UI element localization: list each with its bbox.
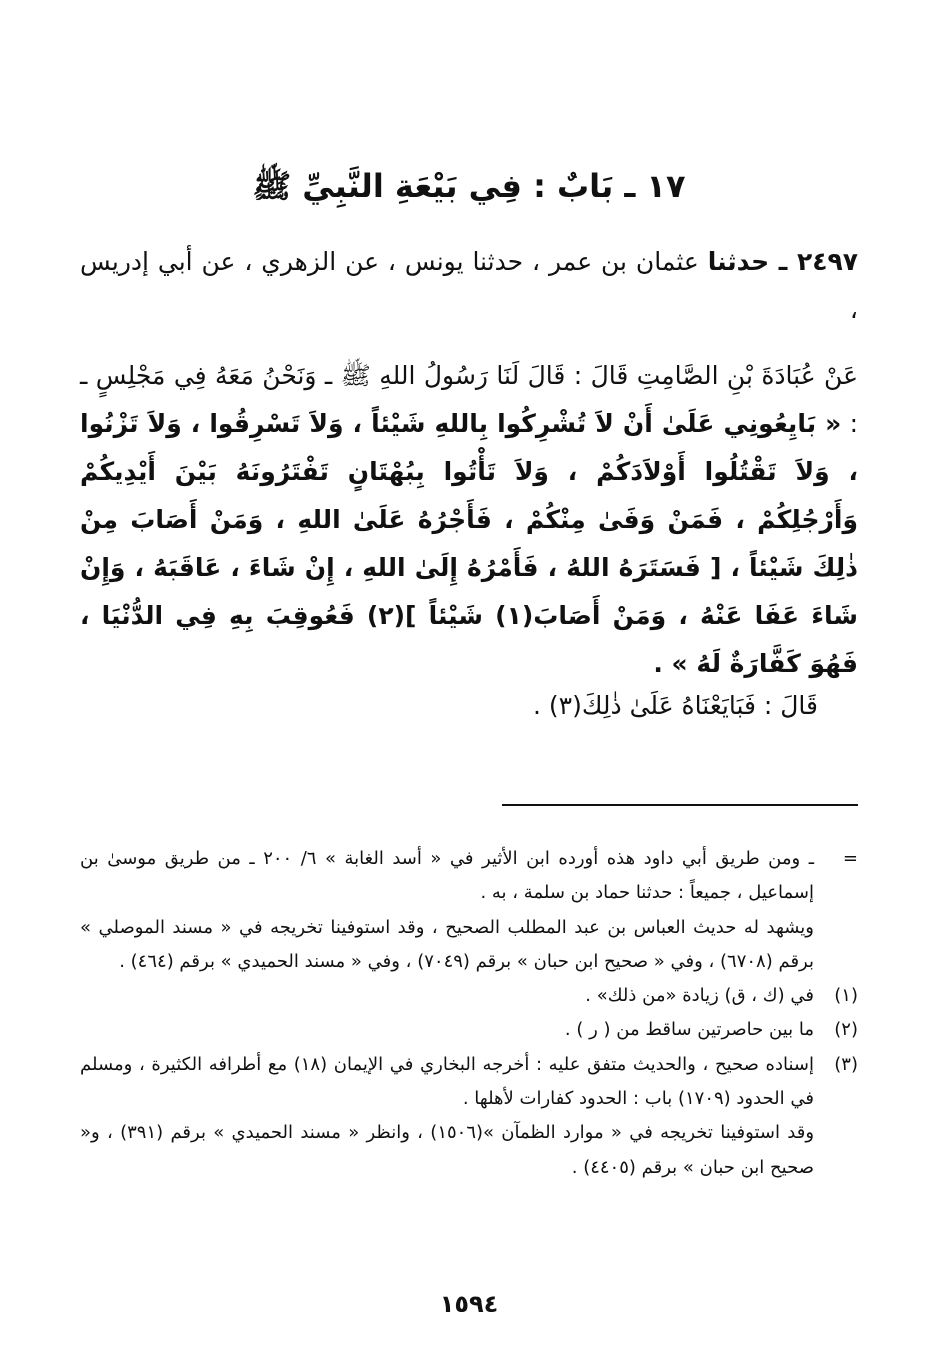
footnote-continuation <box>80 842 858 979</box>
footnote-paragraph: ما بين حاصرتين ساقط من ( ر ) . <box>564 1019 814 1041</box>
footnote-mark: (١) <box>834 985 858 1007</box>
footnotes <box>80 842 858 1185</box>
footnote-separator <box>502 804 858 806</box>
isnad-text: عثمان بن عمر ، حدثنا يونس ، عن الزهري ، عن أبي إدريس ، <box>80 247 858 324</box>
footnote-1 <box>80 979 858 1013</box>
footnote-paragraph: إسناده صحيح ، والحديث متفق عليه : أخرجه البخاري في الإيمان (١٨) مع أطرافه الكثيرة ، ومسلم في الحدود (١٧٠٩) باب : الحدود كفارات لأهلها . <box>80 1053 814 1110</box>
footnote-2 <box>80 1013 858 1047</box>
footnote-paragraph: في (ك ، ق) زيادة «من ذلك» . <box>585 985 814 1007</box>
footnote-body <box>80 1013 814 1047</box>
prophetic-statement: « بَايِعُونِي عَلَىٰ أَنْ لاَ تُشْرِكُوا بِاللهِ شَيْئاً ، وَلاَ تَسْرِقُوا ، وَلاَ تَزْنُوا ، وَلاَ تَقْتُلُوا أَوْلاَدَكُمْ ، وَلاَ تَأْتُوا بِبُهْتَانٍ تَفْتَرُونَهُ بَيْنَ أَيْدِيكُمْ وَأَرْجُلِكُمْ ، فَمَنْ وَفَىٰ مِنْكُمْ ، فَأَجْرُهُ عَلَىٰ اللهِ ، وَمَنْ أَصَابَ مِنْ ذٰلِكَ شَيْئاً ، [ فَسَتَرَهُ اللهُ ، فَأَمْرُهُ إِلَىٰ اللهِ ، إِنْ شَاءَ ، عَاقَبَهُ ، وَإِنْ شَاءَ عَفَا عَنْهُ ، وَمَنْ أَصَابَ(١) شَيْئاً ](٢) فَعُوقِبَ بِهِ فِي الدُّنْيَا ، فَهُوَ كَفَّارَةٌ لَهُ » . <box>80 409 858 678</box>
page-number: ١٥٩٤ <box>439 1290 499 1318</box>
footnote-body <box>80 1048 814 1185</box>
footnote-body <box>80 842 814 979</box>
book-page <box>80 0 858 1371</box>
hadith-number: ٢٤٩٧ ـ حدثنا <box>707 247 859 276</box>
footnote-paragraph: ـ ومن طريق أبي داود هذه أورده ابن الأثير في « أسد الغابة » ٦/ ٢٠٠ ـ من طريق موسىٰ بن إسماعيل ، جميعاً : حدثنا حماد بن سلمة ، به . <box>80 848 814 904</box>
matn-intro: عَنْ عُبَادَةَ بْنِ الصَّامِتِ قَالَ : قَالَ لَنَا رَسُولُ اللهِ ﷺ ـ وَنَحْنُ مَعَهُ فِي مَجْلِسٍ ـ : <box>80 361 858 438</box>
footnote-body <box>80 979 814 1013</box>
chapter-title: ١٧ ـ بَابٌ : فِي بَيْعَةِ النَّبِيِّ ﷺ <box>252 167 686 205</box>
hadith-matn <box>80 352 858 688</box>
hadith-isnad <box>80 238 858 334</box>
hadith-closing: قَالَ : فَبَايَعْنَاهُ عَلَىٰ ذٰلِكَ(٣) . <box>532 691 818 720</box>
footnote-paragraph: وقد استوفينا تخريجه في « موارد الظمآن »(١٥٠٦) ، وانظر « مسند الحميدي » برقم (٣٩١) ، و« صحيح ابن حبان » برقم (٤٤٠٥) . <box>80 1122 815 1178</box>
footnote-mark: (٣) <box>834 1053 858 1075</box>
footnote-mark: = <box>842 848 858 869</box>
footnote-3 <box>80 1048 858 1185</box>
footnote-mark: (٢) <box>834 1019 858 1041</box>
footnote-paragraph: ويشهد له حديث العباس بن عبد المطلب الصحيح ، وقد استوفينا تخريجه في « مسند الموصلي » برقم (٦٧٠٨) ، وفي « صحيح ابن حبان » برقم (٧٠٤٩) ، وفي « مسند الحميدي » برقم (٤٦٤) . <box>80 916 814 972</box>
